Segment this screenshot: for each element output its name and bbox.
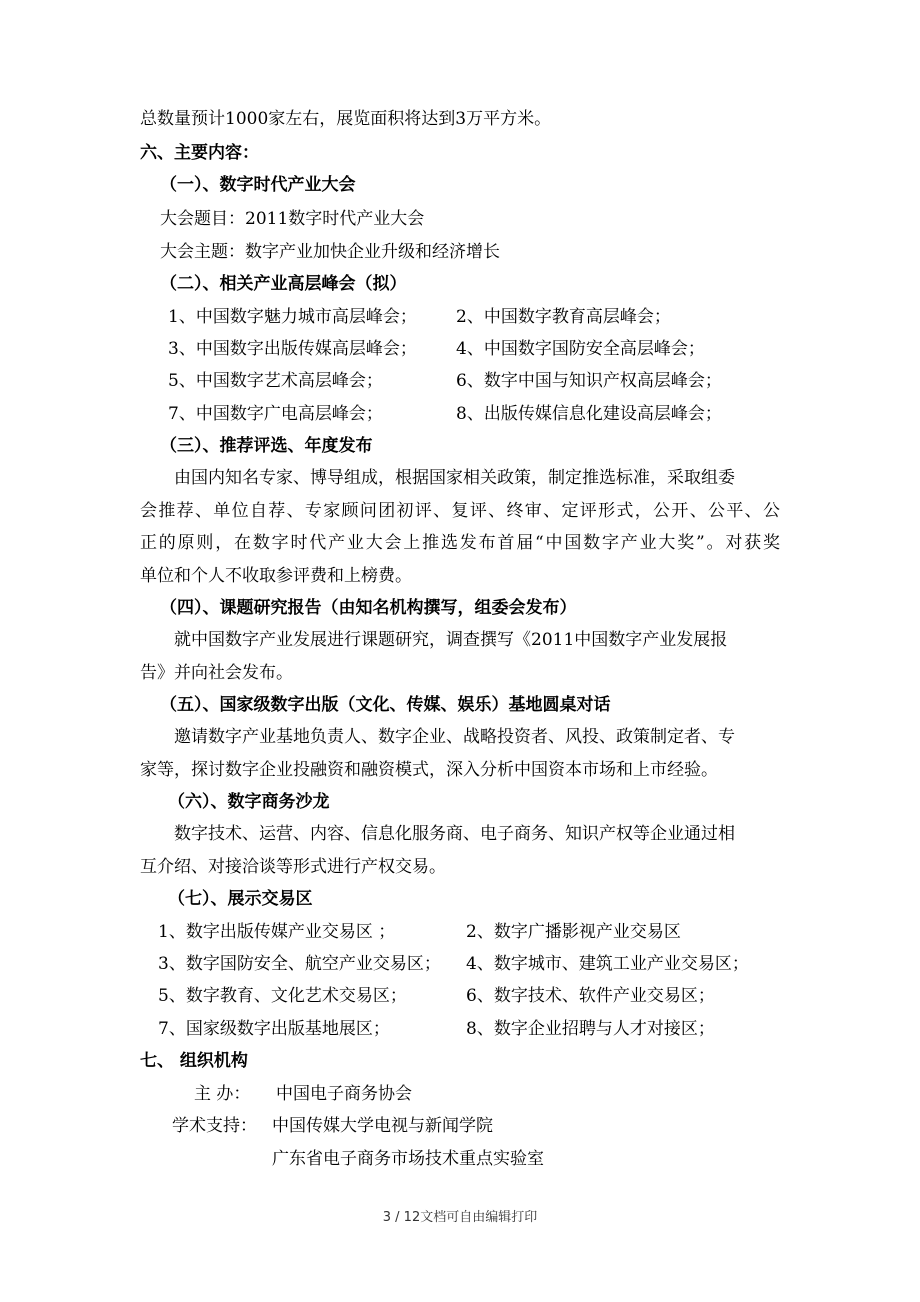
list-item: 5、数字教育、文化艺术交易区； bbox=[158, 986, 407, 1006]
list-item: 4、中国数字国防安全高层峰会； bbox=[456, 339, 705, 359]
paragraph-line: 数字技术、运营、内容、信息化服务商、电子商务、知识产权等企业通过相 bbox=[174, 824, 735, 844]
paragraph-line: 大会主题：数字产业加快企业升级和经济增长 bbox=[160, 242, 500, 262]
paragraph-line: 会推荐、单位自荐、专家顾问团初评、复评、终审、定评形式，公开、公平、公 bbox=[140, 501, 780, 521]
list-item: 8、出版传媒信息化建设高层峰会； bbox=[456, 404, 722, 424]
list-item: 4、数字城市、建筑工业产业交易区； bbox=[466, 954, 749, 974]
subsection-heading: （六）、数字商务沙龙 bbox=[168, 792, 330, 812]
subsection-heading: （七）、展示交易区 bbox=[168, 889, 313, 909]
paragraph-line: 告》并向社会发布。 bbox=[140, 663, 293, 683]
paragraph-line: 就中国数字产业发展进行课题研究，调查撰写《2011中国数字产业发展报 bbox=[174, 630, 728, 650]
paragraph-line: 大会题目：2011数字时代产业大会 bbox=[160, 209, 425, 229]
list-item: 3、数字国防安全、航空产业交易区； bbox=[158, 954, 441, 974]
list-item: 1、数字出版传媒产业交易区 ； bbox=[158, 922, 396, 942]
list-item: 6、数字中国与知识产权高层峰会； bbox=[456, 371, 722, 391]
list-item: 6、数字技术、软件产业交易区； bbox=[466, 986, 715, 1006]
paragraph-line: 互介绍、对接洽谈等形式进行产权交易。 bbox=[140, 857, 446, 877]
paragraph-line: 总数量预计1000家左右，展览面积将达到3万平方米。 bbox=[140, 109, 552, 129]
list-item: 1、中国数字魅力城市高层峰会； bbox=[168, 307, 417, 327]
org-label: 主 办： bbox=[194, 1084, 251, 1104]
section-heading: 七、 组织机构 bbox=[140, 1051, 248, 1071]
subsection-heading: （四）、课题研究报告（由知名机构撰写，组委会发布） bbox=[160, 598, 577, 618]
paragraph-line: 家等，探讨数字企业投融资和融资模式，深入分析中国资本市场和上市经验。 bbox=[140, 760, 718, 780]
section-heading: 六、主要内容： bbox=[140, 143, 259, 163]
subsection-heading: （三）、推荐评选、年度发布 bbox=[160, 436, 373, 456]
paragraph-line: 正的原则，在数字时代产业大会上推选发布首届“中国数字产业大奖”。对获奖 bbox=[140, 533, 780, 553]
org-value: 中国电子商务协会 bbox=[276, 1084, 412, 1104]
org-label: 学术支持： bbox=[172, 1116, 257, 1136]
org-value: 中国传媒大学电视与新闻学院 bbox=[272, 1116, 493, 1136]
subsection-heading: （二）、相关产业高层峰会（拟） bbox=[160, 274, 407, 294]
list-item: 7、国家级数字出版基地展区； bbox=[158, 1019, 390, 1039]
list-item: 5、中国数字艺术高层峰会； bbox=[168, 371, 383, 391]
subsection-heading: （五）、国家级数字出版（文化、传媒、娱乐）基地圆桌对话 bbox=[160, 695, 611, 715]
org-value: 广东省电子商务市场技术重点实验室 bbox=[272, 1149, 544, 1169]
paragraph-line: 邀请数字产业基地负责人、数字企业、战略投资者、风投、政策制定者、专 bbox=[174, 727, 735, 747]
list-item: 2、数字广播影视产业交易区 bbox=[466, 922, 681, 942]
paragraph-line: 单位和个人不收取参评费和上榜费。 bbox=[140, 566, 412, 586]
list-item: 7、中国数字广电高层峰会； bbox=[168, 404, 383, 424]
paragraph-line: 由国内知名专家、博导组成，根据国家相关政策，制定推选标准，采取组委 bbox=[174, 468, 735, 488]
page-footer: 3 / 12文档可自由编辑打印 bbox=[382, 1210, 538, 1225]
list-item: 2、中国数字教育高层峰会； bbox=[456, 307, 671, 327]
subsection-heading: （一）、数字时代产业大会 bbox=[160, 175, 356, 195]
list-item: 3、中国数字出版传媒高层峰会； bbox=[168, 339, 417, 359]
list-item: 8、数字企业招聘与人才对接区； bbox=[466, 1019, 715, 1039]
